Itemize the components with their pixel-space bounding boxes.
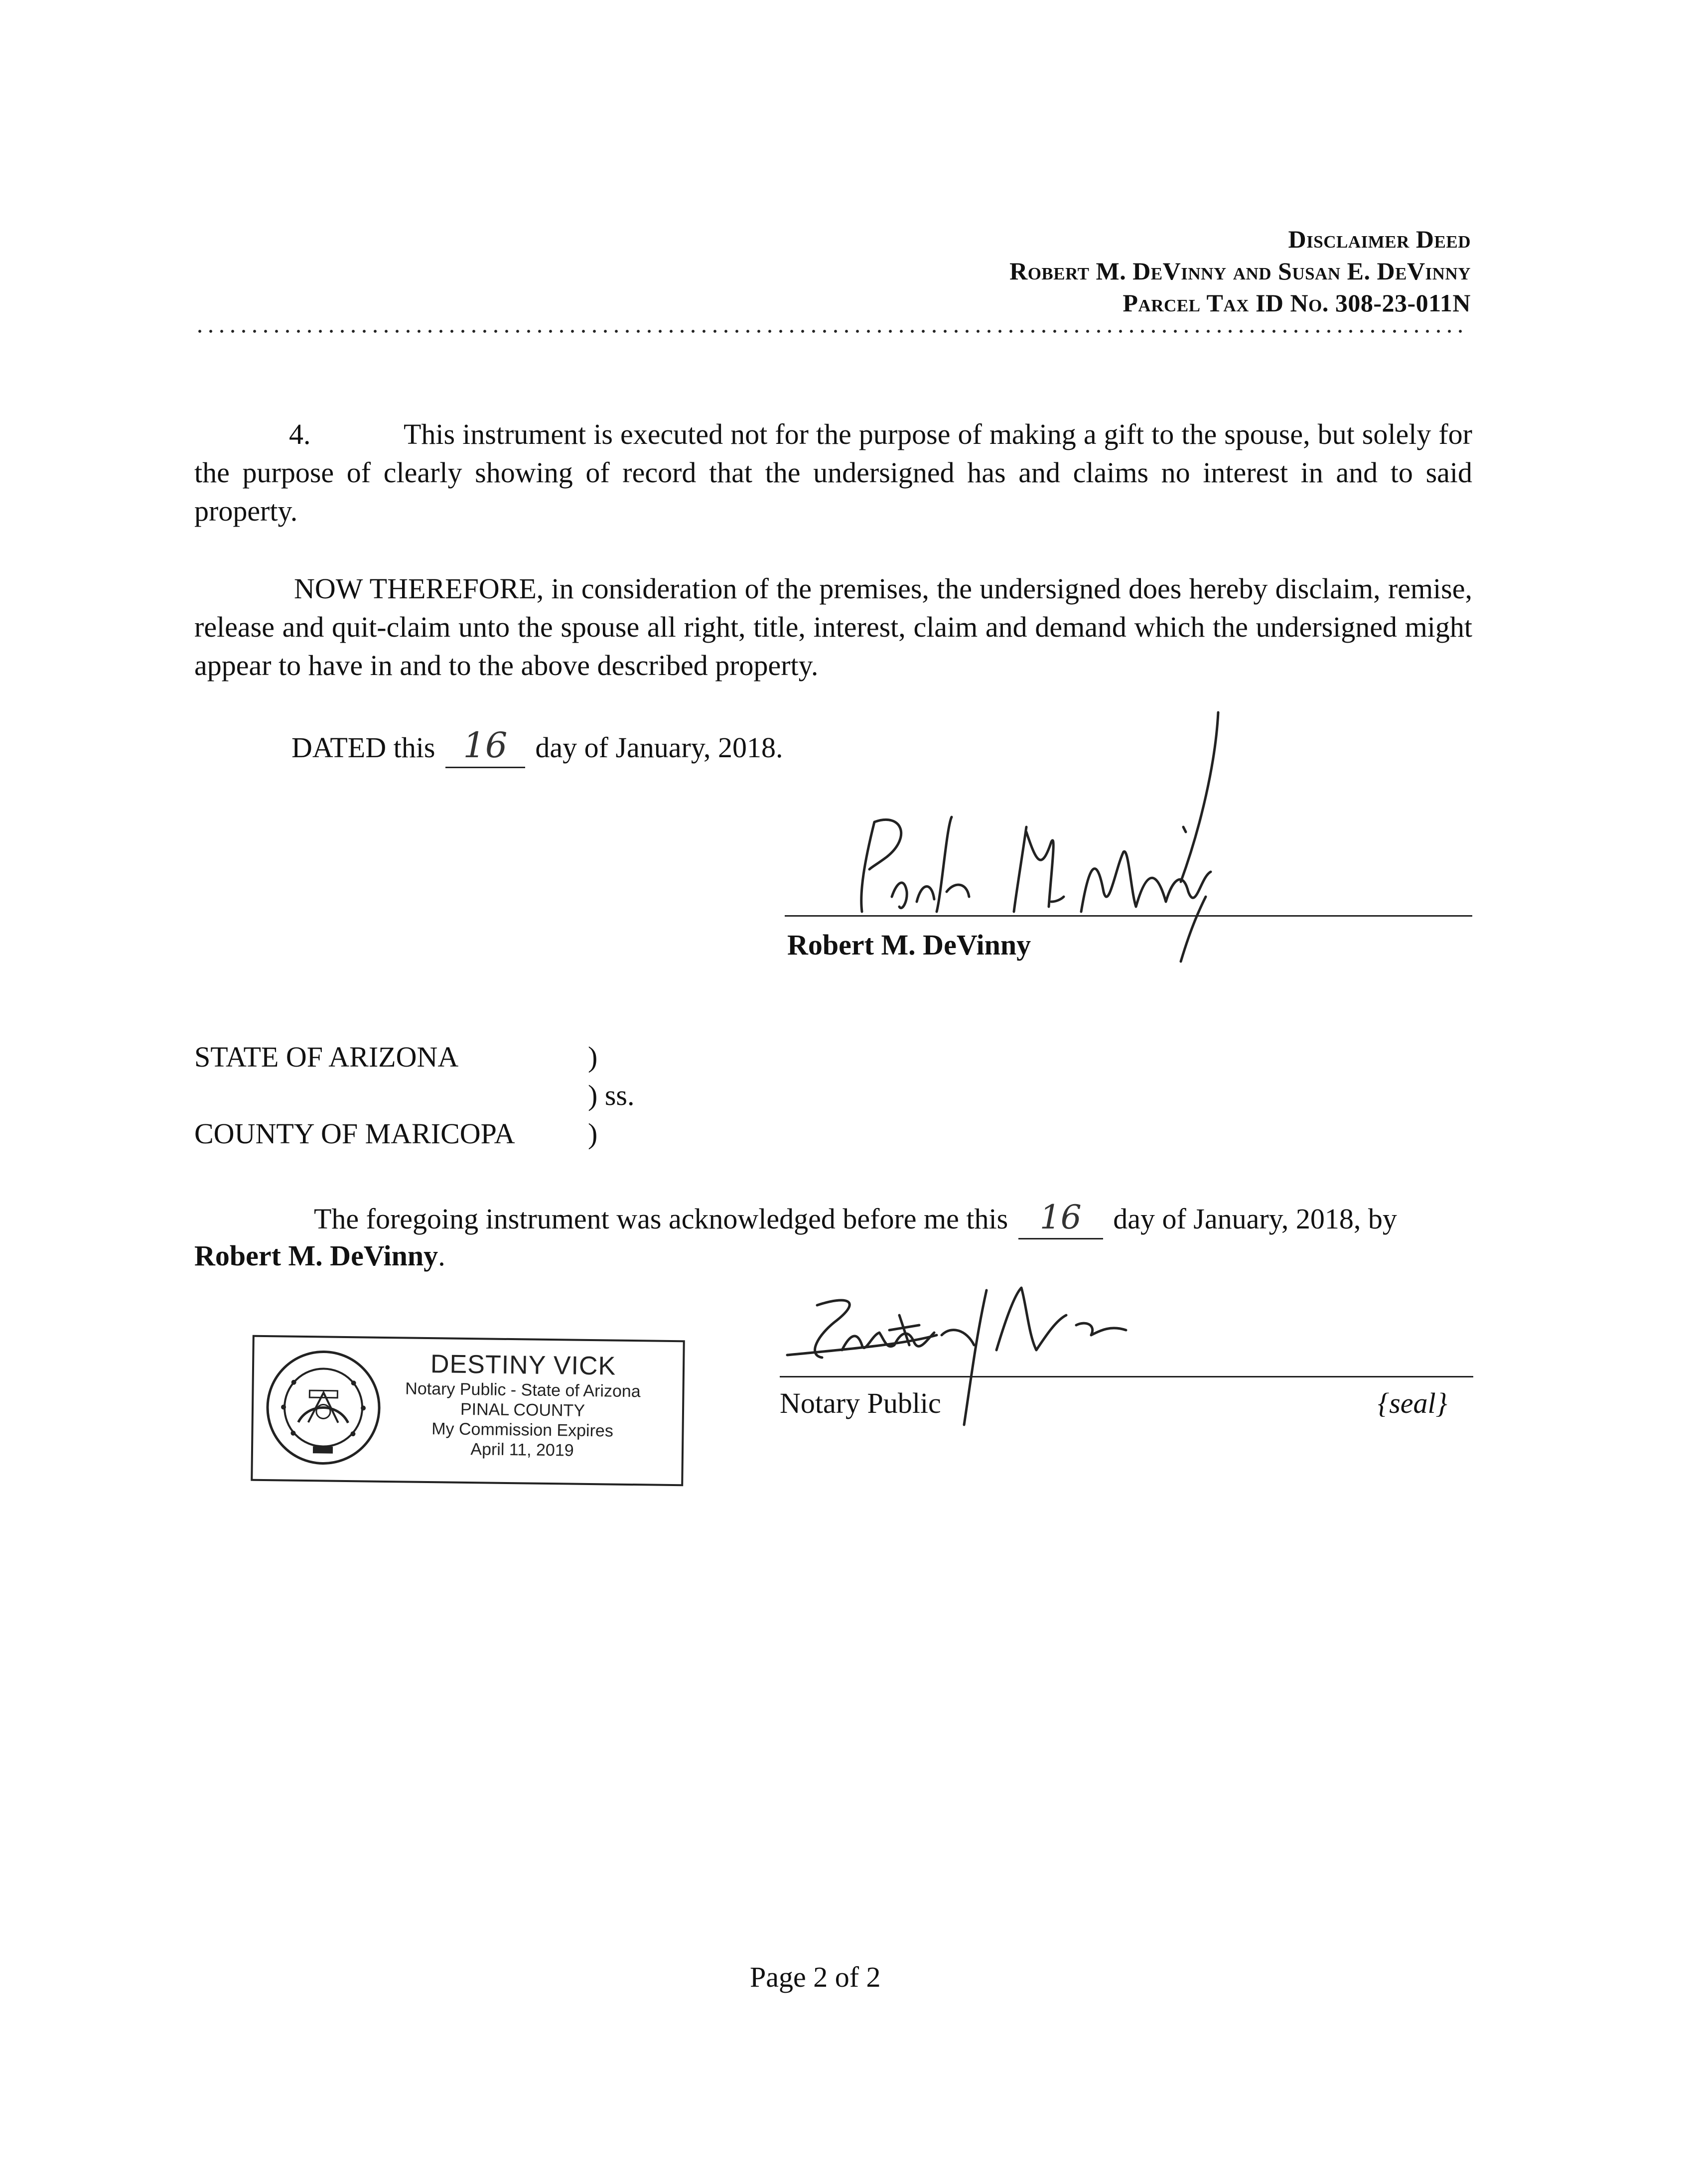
signer-name: Robert M. DeVinny [787, 929, 1031, 961]
dated-day-handwritten: 16 [463, 725, 508, 766]
acknowledgment-name: Robert M. DeVinny [194, 1239, 438, 1272]
state-seal-icon [263, 1347, 384, 1468]
venue-county-paren: ) [588, 1117, 598, 1150]
dated-prefix: DATED this [291, 731, 435, 764]
acknowledgment-suffix: day of January, 2018, by [1113, 1203, 1397, 1235]
header-dotted-divider [194, 329, 1470, 334]
paragraph-4 [194, 415, 1472, 530]
notary-stamp [251, 1335, 685, 1487]
stamp-line-3: My Commission Expires [431, 1419, 614, 1441]
page-number: Page 2 of 2 [750, 1961, 881, 1993]
venue-state-paren: ) [588, 1041, 598, 1073]
parties-line: Robert M. DeVinny and Susan E. DeVinny [1009, 257, 1471, 285]
now-therefore-text: NOW THEREFORE, in consideration of the premises, the undersigned does hereby disclaim, remise, release and quit-claim unto the spouse all right, title, interest, claim and demand which the undersigned might appear to have in and to the above described property. [194, 572, 1472, 682]
acknowledgment-day-blank [1018, 1198, 1103, 1239]
venue-state: STATE OF ARIZONA [194, 1041, 459, 1073]
dated-line [291, 726, 783, 768]
document-title: Disclaimer Deed [1288, 225, 1471, 253]
acknowledgment-name-line [194, 1236, 445, 1275]
venue-county: COUNTY OF MARICOPA [194, 1117, 515, 1150]
stamp-line-4: April 11, 2019 [470, 1440, 574, 1460]
paragraph-number: 4. [289, 418, 311, 450]
acknowledgment-prefix: The foregoing instrument was acknowledged before me this [314, 1203, 1008, 1235]
dated-day-blank [445, 726, 525, 768]
acknowledgment-period: . [438, 1239, 445, 1272]
stamp-notary-name: DESTINY VICK [430, 1350, 616, 1381]
paragraph-4-text: This instrument is executed not for the purpose of making a gift to the spouse, but solely for the purpose of clearly showing of record that the undersigned has and claims no interest in and to said property. [194, 418, 1472, 527]
signature-line-notary [780, 1376, 1473, 1377]
seal-label: {seal} [1378, 1387, 1447, 1419]
venue-ss: ) ss. [588, 1079, 635, 1111]
now-therefore-paragraph [194, 569, 1472, 684]
stamp-line-1: Notary Public - State of Arizona [405, 1379, 641, 1401]
dated-suffix: day of January, 2018. [535, 731, 783, 764]
parcel-line: Parcel Tax ID No. 308-23-011N [1123, 289, 1471, 317]
acknowledgment-day-handwritten: 16 [1039, 1198, 1082, 1236]
notary-public-label: Notary Public [780, 1387, 941, 1419]
stamp-text-block [383, 1349, 663, 1462]
signature-line-robert [785, 915, 1472, 917]
acknowledgment-line [314, 1198, 1397, 1239]
stamp-line-2: PINAL COUNTY [460, 1399, 585, 1420]
